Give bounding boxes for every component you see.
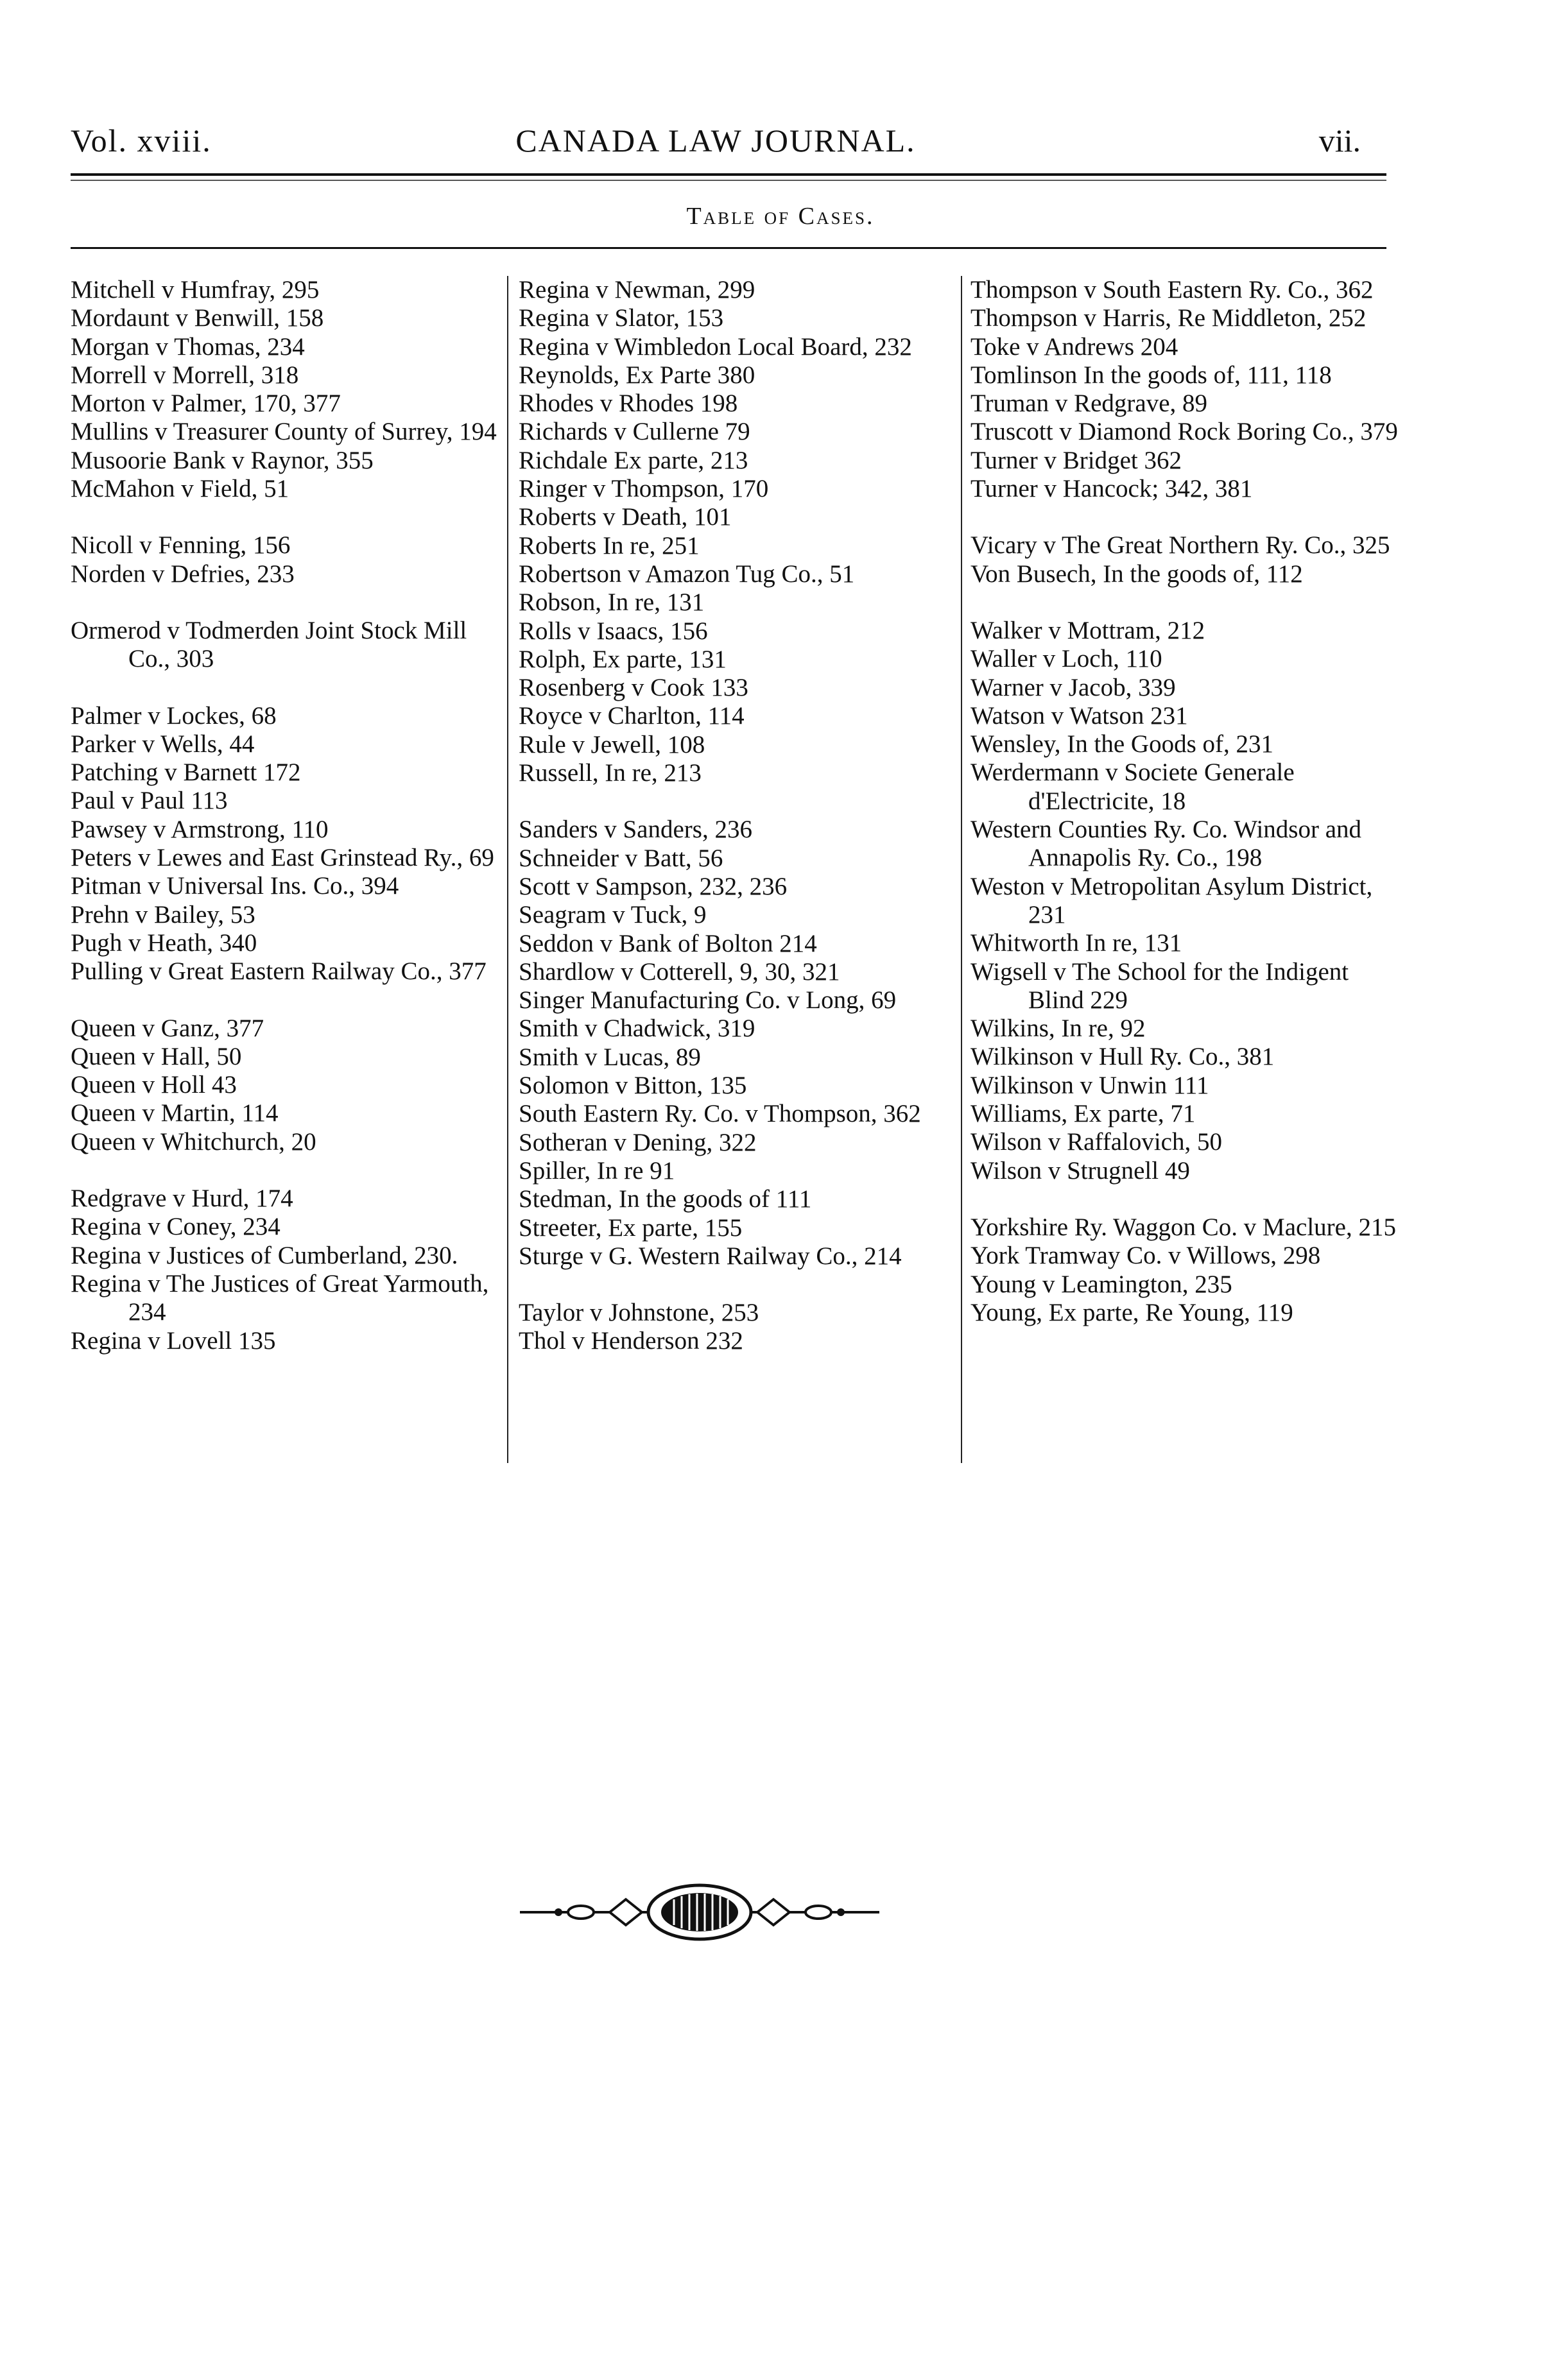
running-header <box>71 122 1361 167</box>
case-entry: Singer Manufacturing Co. v Long, 69 <box>519 986 897 1014</box>
case-entry: Wilkinson v Hull Ry. Co., 381 <box>970 1043 1275 1071</box>
case-entry: Waller v Loch, 110 <box>970 645 1162 673</box>
case-entry: Regina v Justices of Cumberland, 230. <box>71 1241 458 1269</box>
column-divider-1 <box>507 276 508 1463</box>
case-entry: Seagram v Tuck, 9 <box>519 901 707 929</box>
case-entry: Regina v Lovell 135 <box>71 1326 276 1355</box>
case-entry: Whitworth In re, 131 <box>970 929 1182 957</box>
case-entry: Nicoll v Fenning, 156 <box>71 531 291 560</box>
case-entry: Richards v Cullerne 79 <box>519 418 750 446</box>
case-entry: Patching v Barnett 172 <box>71 758 301 787</box>
column-3 <box>970 276 1407 1327</box>
case-entry: Toke v Andrews 204 <box>970 332 1178 361</box>
case-entry: Morgan v Thomas, 234 <box>71 332 305 361</box>
case-entry: Royce v Charlton, 114 <box>519 702 745 730</box>
case-entry: Pitman v Universal Ins. Co., 394 <box>71 872 399 900</box>
case-entry: Schneider v Batt, 56 <box>519 844 723 872</box>
case-entry: Vicary v The Great Northern Ry. Co., 325 <box>970 531 1390 560</box>
column-2 <box>519 276 962 1356</box>
case-entry: Palmer v Lockes, 68 <box>71 701 277 730</box>
column-divider-2 <box>961 276 962 1463</box>
case-entry: Regina v The Justices of Great Yarmouth, 234 <box>71 1269 489 1326</box>
case-entry: Spiller, In re 91 <box>519 1156 675 1185</box>
group-gap <box>71 986 501 1014</box>
header-rule <box>71 173 1386 176</box>
case-entry: Queen v Holl 43 <box>71 1071 237 1099</box>
case-entry: Regina v Coney, 234 <box>71 1213 280 1241</box>
case-entry: Wilkins, In re, 92 <box>970 1014 1146 1043</box>
group-gap <box>71 1156 501 1185</box>
case-entry: McMahon v Field, 51 <box>71 475 289 503</box>
case-entry: Pulling v Great Eastern Railway Co., 377 <box>71 957 487 986</box>
case-entry: Pawsey v Armstrong, 110 <box>71 815 329 843</box>
case-entry: Parker v Wells, 44 <box>71 730 255 758</box>
case-entry: Watson v Watson 231 <box>970 701 1188 730</box>
case-entry: Mullins v Treasurer County of Surrey, 194 <box>71 418 497 446</box>
case-entry: Streeter, Ex parte, 155 <box>519 1213 743 1242</box>
case-entry: Roberts In re, 251 <box>519 531 700 560</box>
case-entry: Solomon v Bitton, 135 <box>519 1072 747 1100</box>
case-entry: Stedman, In the goods of 111 <box>519 1185 812 1213</box>
case-entry: Wensley, In the Goods of, 231 <box>970 730 1273 758</box>
case-entry: Queen v Martin, 114 <box>71 1099 279 1127</box>
case-entry: Robertson v Amazon Tug Co., 51 <box>519 560 855 588</box>
case-entry: Truman v Redgrave, 89 <box>970 390 1208 418</box>
case-entry: York Tramway Co. v Willows, 298 <box>970 1242 1321 1270</box>
case-entry: Truscott v Diamond Rock Boring Co., 379 <box>970 418 1398 446</box>
case-entry: Tomlinson In the goods of, 111, 118 <box>970 361 1332 389</box>
case-entry: Rolph, Ex parte, 131 <box>519 645 727 673</box>
header-rule-thin <box>71 180 1386 181</box>
case-entry: Thompson v Harris, Re Middleton, 252 <box>970 304 1367 332</box>
group-gap <box>519 1271 962 1299</box>
case-entry: Queen v Hall, 50 <box>71 1042 242 1070</box>
section-title: Table of Cases. <box>686 203 875 230</box>
case-entry: Morton v Palmer, 170, 377 <box>71 390 341 418</box>
case-entry: Peters v Lewes and East Grinstead Ry., 69 <box>71 844 494 872</box>
page-number: vii. <box>1318 123 1361 158</box>
case-entry: Williams, Ex parte, 71 <box>970 1100 1196 1128</box>
group-gap <box>970 588 1407 617</box>
case-entry: Seddon v Bank of Bolton 214 <box>519 929 817 957</box>
case-entry: Queen v Whitchurch, 20 <box>71 1127 316 1156</box>
case-entry: Young, Ex parte, Re Young, 119 <box>970 1298 1293 1326</box>
case-entry: Scott v Sampson, 232, 236 <box>519 872 788 900</box>
case-entry: Thompson v South Eastern Ry. Co., 362 <box>970 276 1374 304</box>
case-entry: Taylor v Johnstone, 253 <box>519 1299 759 1327</box>
case-entry: Thol v Henderson 232 <box>519 1327 743 1355</box>
case-entry: Paul v Paul 113 <box>71 787 228 815</box>
case-entry: Robson, In re, 131 <box>519 588 705 617</box>
journal-title: CANADA LAW JOURNAL. <box>515 123 916 158</box>
case-entry: Rolls v Isaacs, 156 <box>519 617 708 645</box>
case-entry: Prehn v Bailey, 53 <box>71 900 255 929</box>
case-entry: Warner v Jacob, 339 <box>970 673 1176 701</box>
case-entry: Sanders v Sanders, 236 <box>519 816 752 844</box>
case-entry: Morrell v Morrell, 318 <box>71 361 299 389</box>
case-entry: Sturge v G. Western Railway Co., 214 <box>519 1242 902 1270</box>
group-gap <box>71 503 501 531</box>
volume-label: Vol. xviii. <box>71 123 212 158</box>
case-entry: Regina v Slator, 153 <box>519 304 724 332</box>
group-gap <box>71 674 501 702</box>
case-entry: Yorkshire Ry. Waggon Co. v Maclure, 215 <box>970 1213 1396 1241</box>
title-rule <box>71 247 1386 249</box>
case-entry: Mitchell v Humfray, 295 <box>71 276 320 304</box>
case-entry: Norden v Defries, 233 <box>71 560 295 588</box>
case-entry: Turner v Bridget 362 <box>970 446 1182 474</box>
group-gap <box>71 588 501 617</box>
case-entry: Werdermann v Societe Generale d'Electricite, 18 <box>970 758 1295 815</box>
case-entry: Smith v Chadwick, 319 <box>519 1014 755 1043</box>
case-entry: Richdale Ex parte, 213 <box>519 446 748 474</box>
case-entry: Sotheran v Dening, 322 <box>519 1128 757 1156</box>
case-entry: Young v Leamington, 235 <box>970 1270 1232 1298</box>
case-entry: Roberts v Death, 101 <box>519 503 732 531</box>
ornament-icon <box>520 1877 879 1948</box>
case-entry: Russell, In re, 213 <box>519 759 702 787</box>
case-entry: Reynolds, Ex Parte 380 <box>519 361 755 389</box>
case-entry: Musoorie Bank v Raynor, 355 <box>71 446 374 474</box>
case-entry: South Eastern Ry. Co. v Thompson, 362 <box>519 1100 921 1128</box>
case-entry: Smith v Lucas, 89 <box>519 1043 701 1071</box>
case-entry: Shardlow v Cotterell, 9, 30, 321 <box>519 957 840 986</box>
case-entry: Wilson v Raffalovich, 50 <box>970 1128 1222 1156</box>
case-entry: Von Busech, In the goods of, 112 <box>970 560 1303 588</box>
group-gap <box>970 503 1407 531</box>
case-entry: Weston v Metropolitan Asylum District, 231 <box>970 872 1373 929</box>
case-entry: Wilkinson v Unwin 111 <box>970 1071 1209 1099</box>
case-entry: Mordaunt v Benwill, 158 <box>71 304 324 332</box>
case-entry: Rhodes v Rhodes 198 <box>519 390 738 418</box>
case-entry: Redgrave v Hurd, 174 <box>71 1185 293 1213</box>
group-gap <box>519 787 962 816</box>
case-entry: Wigsell v The School for the Indigent Blind 229 <box>970 957 1349 1014</box>
case-entry: Turner v Hancock; 342, 381 <box>970 475 1253 503</box>
case-entry: Rosenberg v Cook 133 <box>519 674 748 702</box>
case-entry: Queen v Ganz, 377 <box>71 1014 264 1042</box>
case-entry: Wilson v Strugnell 49 <box>970 1156 1190 1185</box>
case-entry: Regina v Newman, 299 <box>519 276 755 304</box>
case-entry: Pugh v Heath, 340 <box>71 929 257 957</box>
case-entry: Western Counties Ry. Co. Windsor and Annapolis Ry. Co., 198 <box>970 816 1362 872</box>
group-gap <box>970 1185 1407 1213</box>
case-entry: Ringer v Thompson, 170 <box>519 475 769 503</box>
case-entry: Regina v Wimbledon Local Board, 232 <box>519 332 912 361</box>
case-entry: Rule v Jewell, 108 <box>519 730 705 758</box>
column-1 <box>71 276 501 1355</box>
case-entry: Ormerod v Todmerden Joint Stock Mill Co., 303 <box>71 616 467 673</box>
case-entry: Walker v Mottram, 212 <box>970 616 1205 644</box>
